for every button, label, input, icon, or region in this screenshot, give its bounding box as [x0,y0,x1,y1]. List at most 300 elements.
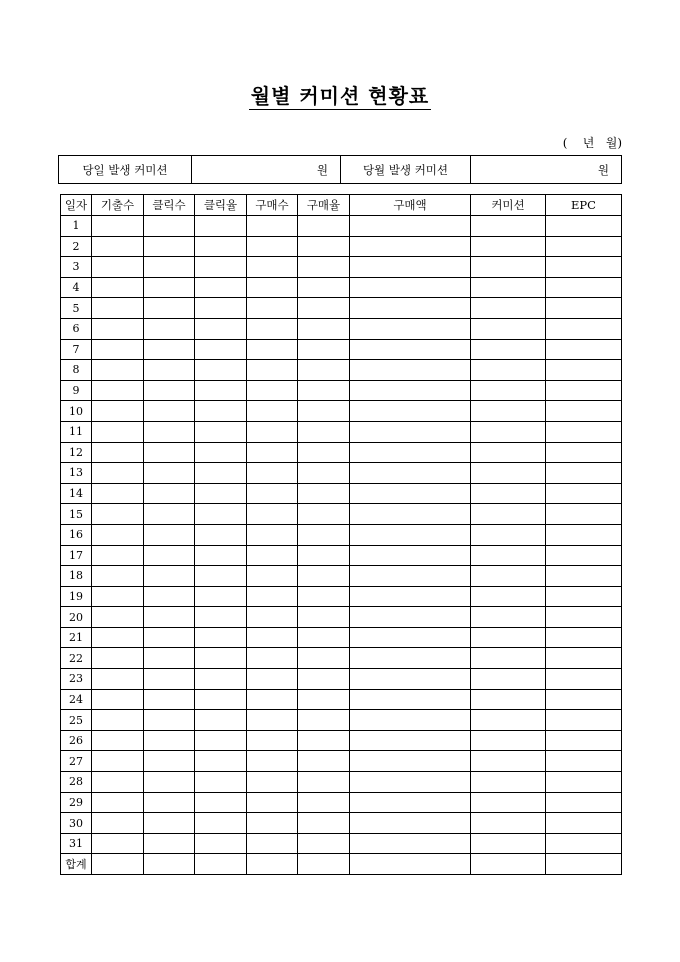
purchase-rate-column-header: 구매율 [298,195,350,216]
clicks-cell[interactable] [144,483,195,504]
click-rate-cell[interactable] [195,401,247,422]
purchase-amount-cell[interactable] [350,401,471,422]
purchases-cell[interactable] [247,772,298,793]
click-rate-cell[interactable] [195,833,247,854]
purchases-cell[interactable] [247,545,298,566]
click-rate-cell[interactable] [195,524,247,545]
clicks-cell[interactable] [144,648,195,669]
page-title [0,80,680,109]
epc-cell[interactable] [546,504,622,525]
epc-cell[interactable] [546,566,622,587]
purchases-cell[interactable] [247,442,298,463]
epc-cell[interactable] [546,751,622,772]
commission-column-header: 커미션 [471,195,546,216]
purchase-amount-cell[interactable] [350,689,471,710]
table-row [61,401,622,422]
impressions-cell[interactable] [92,442,144,463]
clicks-cell[interactable] [144,566,195,587]
purchase-rate-cell[interactable] [298,730,350,751]
click-rate-cell[interactable] [195,566,247,587]
purchases-cell[interactable] [247,277,298,298]
purchases-cell[interactable] [247,380,298,401]
clicks-cell[interactable] [144,463,195,484]
clicks-cell[interactable] [144,669,195,690]
purchase-amount-cell[interactable] [350,236,471,257]
purchases-cell[interactable] [247,236,298,257]
date-cell: 27 [61,751,92,772]
purchase-rate-cell[interactable] [298,607,350,628]
epc-cell[interactable] [546,772,622,793]
clicks-cell[interactable] [144,710,195,731]
clicks-cell[interactable] [144,524,195,545]
commission-cell[interactable] [471,360,546,381]
commission-cell[interactable] [471,421,546,442]
commission-cell[interactable] [471,339,546,360]
purchase-amount-cell[interactable] [350,566,471,587]
purchases-cell[interactable] [247,504,298,525]
purchase-rate-cell[interactable] [298,401,350,422]
clicks-cell[interactable] [144,751,195,772]
clicks-cell[interactable] [144,772,195,793]
click-rate-cell[interactable] [195,792,247,813]
clicks-cell[interactable] [144,586,195,607]
table-row [61,216,622,237]
purchase-amount-cell[interactable] [350,730,471,751]
table-row [61,792,622,813]
purchases-cell[interactable] [247,421,298,442]
commission-cell[interactable] [471,730,546,751]
click-rate-cell[interactable] [195,277,247,298]
date-cell: 19 [61,586,92,607]
purchase-amount-cell[interactable] [350,710,471,731]
purchase-rate-cell[interactable] [298,772,350,793]
purchase-rate-cell[interactable] [298,339,350,360]
purchase-amount-cell[interactable] [350,257,471,278]
commission-cell[interactable] [471,401,546,422]
purchases-cell[interactable] [247,318,298,339]
purchases-cell[interactable] [247,524,298,545]
impressions-cell[interactable] [92,483,144,504]
clicks-cell[interactable] [144,298,195,319]
epc-cell[interactable] [546,524,622,545]
purchases-cell[interactable] [247,586,298,607]
purchase-amount-cell[interactable] [350,360,471,381]
click-rate-cell[interactable] [195,463,247,484]
date-cell: 4 [61,277,92,298]
date-cell: 10 [61,401,92,422]
purchases-cell[interactable] [247,360,298,381]
epc-cell[interactable] [546,730,622,751]
click-rate-cell[interactable] [195,483,247,504]
click-rate-cell[interactable] [195,442,247,463]
clicks-cell[interactable] [144,257,195,278]
impressions-cell[interactable] [92,772,144,793]
purchases-cell[interactable] [247,216,298,237]
epc-cell[interactable] [546,854,622,875]
purchase-amount-cell[interactable] [350,483,471,504]
impressions-cell[interactable] [92,339,144,360]
commission-cell[interactable] [471,380,546,401]
date-cell: 14 [61,483,92,504]
commission-cell[interactable] [471,710,546,731]
year-month-note: ( 년 월) [562,136,622,150]
impressions-cell[interactable] [92,669,144,690]
date-cell: 20 [61,607,92,628]
clicks-cell[interactable] [144,792,195,813]
date-cell: 23 [61,669,92,690]
epc-cell[interactable] [546,298,622,319]
purchases-cell[interactable] [247,751,298,772]
commission-cell[interactable] [471,669,546,690]
click-rate-column-header: 클릭율 [195,195,247,216]
table-row [61,627,622,648]
purchase-amount-cell[interactable] [350,772,471,793]
impressions-cell[interactable] [92,318,144,339]
clicks-cell[interactable] [144,277,195,298]
date-cell: 16 [61,524,92,545]
table-row [61,236,622,257]
purchase-rate-cell[interactable] [298,380,350,401]
click-rate-cell[interactable] [195,854,247,875]
click-rate-cell[interactable] [195,710,247,731]
impressions-cell[interactable] [92,504,144,525]
impressions-cell[interactable] [92,854,144,875]
click-rate-cell[interactable] [195,339,247,360]
purchase-rate-cell[interactable] [298,813,350,834]
purchases-cell[interactable] [247,689,298,710]
impressions-cell[interactable] [92,607,144,628]
purchase-rate-cell[interactable] [298,463,350,484]
purchase-rate-cell[interactable] [298,504,350,525]
epc-cell[interactable] [546,442,622,463]
purchase-rate-cell[interactable] [298,421,350,442]
epc-cell[interactable] [546,545,622,566]
clicks-cell[interactable] [144,545,195,566]
epc-cell[interactable] [546,257,622,278]
purchase-rate-cell[interactable] [298,792,350,813]
table-row [61,689,622,710]
commission-cell[interactable] [471,813,546,834]
epc-cell[interactable] [546,710,622,731]
purchases-cell[interactable] [247,813,298,834]
page-title-text: 월별 커미션 현황표 [250,84,430,108]
epc-cell[interactable] [546,586,622,607]
purchase-amount-cell[interactable] [350,627,471,648]
click-rate-cell[interactable] [195,318,247,339]
impressions-cell[interactable] [92,421,144,442]
clicks-cell[interactable] [144,421,195,442]
purchase-amount-cell[interactable] [350,669,471,690]
date-cell: 6 [61,318,92,339]
purchase-rate-cell[interactable] [298,442,350,463]
commission-cell[interactable] [471,216,546,237]
click-rate-cell[interactable] [195,751,247,772]
epc-cell[interactable] [546,421,622,442]
impressions-cell[interactable] [92,401,144,422]
date-cell: 합계 [61,854,92,875]
purchase-rate-cell[interactable] [298,751,350,772]
impressions-cell[interactable] [92,813,144,834]
purchase-amount-cell[interactable] [350,607,471,628]
clicks-cell[interactable] [144,401,195,422]
total-row [61,854,622,875]
commission-cell[interactable] [471,504,546,525]
click-rate-cell[interactable] [195,545,247,566]
click-rate-cell[interactable] [195,236,247,257]
impressions-cell[interactable] [92,298,144,319]
purchase-rate-cell[interactable] [298,586,350,607]
impressions-column-header: 기출수 [92,195,144,216]
purchase-amount-cell[interactable] [350,792,471,813]
commission-cell[interactable] [471,792,546,813]
purchase-rate-cell[interactable] [298,566,350,587]
purchase-rate-cell[interactable] [298,854,350,875]
epc-cell[interactable] [546,463,622,484]
purchases-cell[interactable] [247,339,298,360]
purchases-cell[interactable] [247,401,298,422]
purchases-cell[interactable] [247,483,298,504]
click-rate-cell[interactable] [195,607,247,628]
commission-cell[interactable] [471,751,546,772]
impressions-cell[interactable] [92,689,144,710]
purchase-rate-cell[interactable] [298,524,350,545]
click-rate-cell[interactable] [195,627,247,648]
purchase-amount-cell[interactable] [350,524,471,545]
impressions-cell[interactable] [92,545,144,566]
impressions-cell[interactable] [92,566,144,587]
impressions-cell[interactable] [92,751,144,772]
summary-row [59,156,622,184]
purchase-amount-cell[interactable] [350,339,471,360]
impressions-cell[interactable] [92,380,144,401]
epc-cell[interactable] [546,277,622,298]
click-rate-cell[interactable] [195,216,247,237]
clicks-cell[interactable] [144,504,195,525]
purchase-rate-cell[interactable] [298,689,350,710]
table-row [61,751,622,772]
impressions-cell[interactable] [92,463,144,484]
purchase-amount-column-header: 구매액 [350,195,471,216]
commission-cell[interactable] [471,298,546,319]
click-rate-cell[interactable] [195,689,247,710]
impressions-cell[interactable] [92,648,144,669]
click-rate-cell[interactable] [195,772,247,793]
purchases-cell[interactable] [247,257,298,278]
impressions-cell[interactable] [92,730,144,751]
clicks-cell[interactable] [144,318,195,339]
commission-cell[interactable] [471,648,546,669]
purchase-rate-cell[interactable] [298,216,350,237]
epc-cell[interactable] [546,627,622,648]
table-row [61,298,622,319]
purchase-amount-cell[interactable] [350,442,471,463]
clicks-column-header: 클릭수 [144,195,195,216]
purchase-amount-cell[interactable] [350,751,471,772]
date-cell: 13 [61,463,92,484]
purchases-cell[interactable] [247,833,298,854]
impressions-cell[interactable] [92,586,144,607]
epc-cell[interactable] [546,236,622,257]
purchase-amount-cell[interactable] [350,380,471,401]
purchase-rate-cell[interactable] [298,277,350,298]
click-rate-cell[interactable] [195,730,247,751]
purchases-cell[interactable] [247,648,298,669]
clicks-cell[interactable] [144,627,195,648]
impressions-cell[interactable] [92,216,144,237]
commission-cell[interactable] [471,854,546,875]
epc-cell[interactable] [546,669,622,690]
epc-cell[interactable] [546,380,622,401]
click-rate-cell[interactable] [195,360,247,381]
commission-cell[interactable] [471,442,546,463]
commission-cell[interactable] [471,772,546,793]
clicks-cell[interactable] [144,360,195,381]
purchases-cell[interactable] [247,730,298,751]
purchase-amount-cell[interactable] [350,298,471,319]
commission-cell[interactable] [471,566,546,587]
clicks-cell[interactable] [144,216,195,237]
purchase-rate-cell[interactable] [298,236,350,257]
table-row [61,648,622,669]
impressions-cell[interactable] [92,833,144,854]
click-rate-cell[interactable] [195,648,247,669]
table-row [61,710,622,731]
purchase-rate-cell[interactable] [298,483,350,504]
clicks-cell[interactable] [144,236,195,257]
impressions-cell[interactable] [92,236,144,257]
epc-cell[interactable] [546,216,622,237]
purchases-cell[interactable] [247,854,298,875]
impressions-cell[interactable] [92,524,144,545]
date-cell: 24 [61,689,92,710]
clicks-cell[interactable] [144,854,195,875]
table-row [61,545,622,566]
epc-cell[interactable] [546,648,622,669]
purchases-cell[interactable] [247,607,298,628]
impressions-cell[interactable] [92,710,144,731]
purchase-rate-cell[interactable] [298,669,350,690]
purchase-rate-cell[interactable] [298,257,350,278]
date-cell: 18 [61,566,92,587]
click-rate-cell[interactable] [195,421,247,442]
purchase-amount-cell[interactable] [350,318,471,339]
epc-cell[interactable] [546,360,622,381]
date-cell: 2 [61,236,92,257]
commission-cell[interactable] [471,627,546,648]
purchase-amount-cell[interactable] [350,216,471,237]
date-cell: 30 [61,813,92,834]
purchase-amount-cell[interactable] [350,813,471,834]
purchase-amount-cell[interactable] [350,833,471,854]
purchase-amount-cell[interactable] [350,586,471,607]
table-row [61,607,622,628]
purchase-amount-cell[interactable] [350,854,471,875]
clicks-cell[interactable] [144,442,195,463]
click-rate-cell[interactable] [195,813,247,834]
purchase-rate-cell[interactable] [298,318,350,339]
epc-cell[interactable] [546,318,622,339]
purchase-amount-cell[interactable] [350,504,471,525]
purchases-cell[interactable] [247,627,298,648]
clicks-cell[interactable] [144,730,195,751]
monthly-commission-value[interactable]: 원 [471,156,622,184]
clicks-cell[interactable] [144,689,195,710]
epc-cell[interactable] [546,689,622,710]
commission-cell[interactable] [471,257,546,278]
purchases-cell[interactable] [247,669,298,690]
purchases-cell[interactable] [247,566,298,587]
commission-cell[interactable] [471,318,546,339]
click-rate-cell[interactable] [195,504,247,525]
click-rate-cell[interactable] [195,257,247,278]
purchase-rate-cell[interactable] [298,648,350,669]
clicks-cell[interactable] [144,607,195,628]
click-rate-cell[interactable] [195,669,247,690]
commission-cell[interactable] [471,483,546,504]
purchase-amount-cell[interactable] [350,277,471,298]
purchase-amount-cell[interactable] [350,421,471,442]
purchase-rate-cell[interactable] [298,545,350,566]
commission-cell[interactable] [471,545,546,566]
date-cell: 1 [61,216,92,237]
commission-cell[interactable] [471,277,546,298]
commission-cell[interactable] [471,463,546,484]
commission-cell[interactable] [471,524,546,545]
clicks-cell[interactable] [144,833,195,854]
purchase-rate-cell[interactable] [298,360,350,381]
purchase-rate-cell[interactable] [298,627,350,648]
epc-cell[interactable] [546,483,622,504]
purchase-amount-cell[interactable] [350,648,471,669]
purchase-amount-cell[interactable] [350,545,471,566]
impressions-cell[interactable] [92,277,144,298]
purchases-cell[interactable] [247,710,298,731]
purchase-rate-cell[interactable] [298,833,350,854]
epc-cell[interactable] [546,813,622,834]
purchases-cell[interactable] [247,298,298,319]
table-row [61,421,622,442]
table-row [61,318,622,339]
purchase-rate-cell[interactable] [298,298,350,319]
epc-cell[interactable] [546,607,622,628]
clicks-cell[interactable] [144,813,195,834]
commission-cell[interactable] [471,833,546,854]
impressions-cell[interactable] [92,360,144,381]
epc-cell[interactable] [546,792,622,813]
clicks-cell[interactable] [144,339,195,360]
purchase-rate-cell[interactable] [298,710,350,731]
epc-cell[interactable] [546,339,622,360]
date-cell: 3 [61,257,92,278]
click-rate-cell[interactable] [195,380,247,401]
purchase-amount-cell[interactable] [350,463,471,484]
purchases-cell[interactable] [247,463,298,484]
commission-cell[interactable] [471,689,546,710]
commission-cell[interactable] [471,607,546,628]
purchases-cell[interactable] [247,792,298,813]
clicks-cell[interactable] [144,380,195,401]
impressions-cell[interactable] [92,257,144,278]
click-rate-cell[interactable] [195,298,247,319]
epc-cell[interactable] [546,401,622,422]
commission-cell[interactable] [471,586,546,607]
epc-cell[interactable] [546,833,622,854]
commission-cell[interactable] [471,236,546,257]
daily-commission-value[interactable]: 원 [192,156,341,184]
impressions-cell[interactable] [92,792,144,813]
impressions-cell[interactable] [92,627,144,648]
click-rate-cell[interactable] [195,586,247,607]
